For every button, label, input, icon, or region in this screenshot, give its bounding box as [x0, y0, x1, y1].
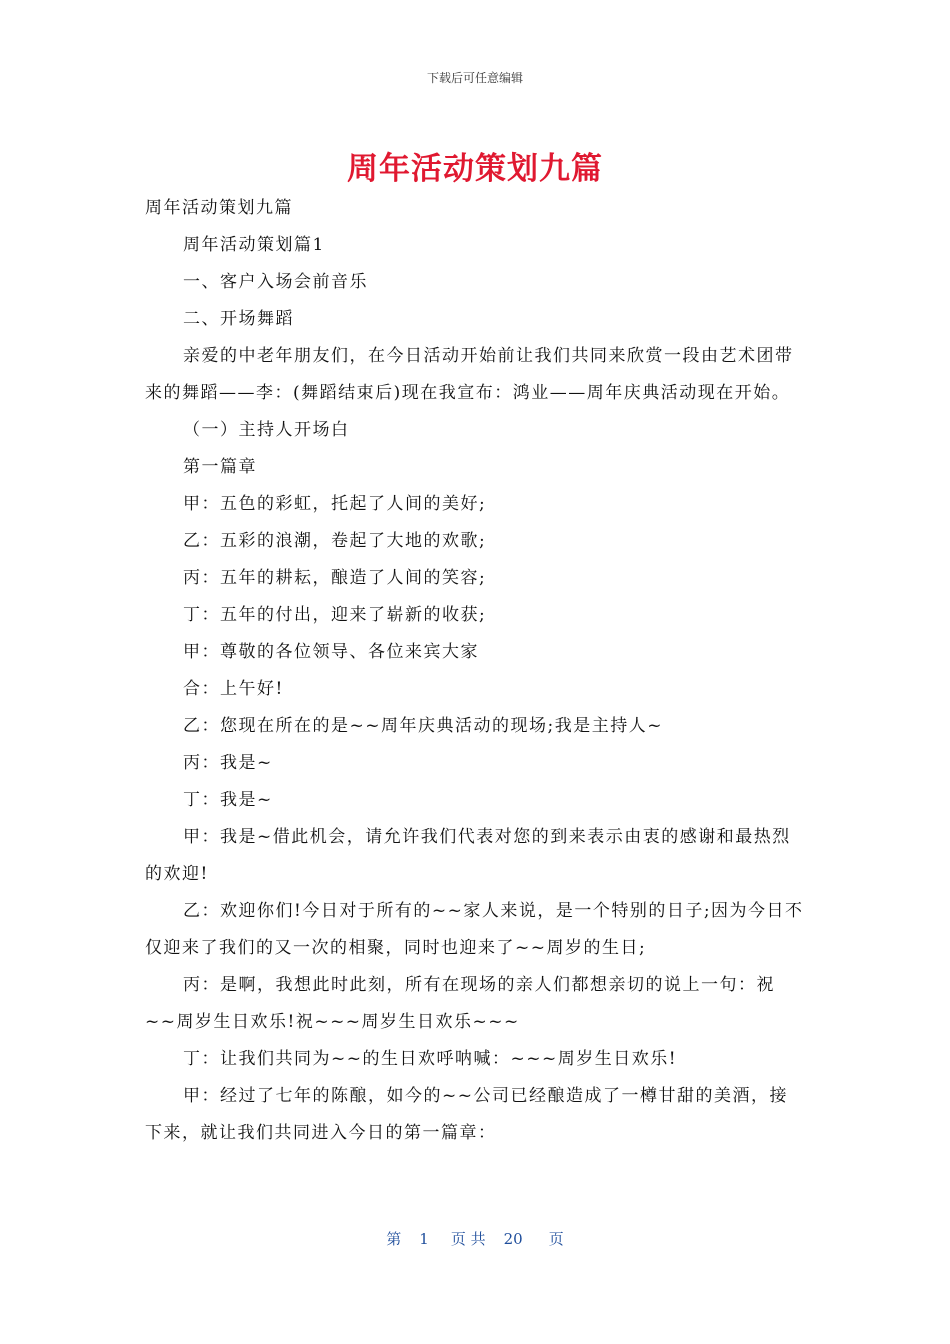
- paragraph: 周年活动策划篇1: [183, 235, 325, 255]
- paragraph: （一）主持人开场白: [183, 420, 350, 440]
- paragraph: 丁：我是~: [183, 790, 273, 810]
- paragraph: 丙：我是~: [183, 753, 273, 773]
- page-suffix: 页: [548, 1230, 564, 1248]
- page-footer: [0, 1228, 950, 1249]
- paragraph: 亲爱的中老年朋友们，在今日活动开始前让我们共同来欣赏一段由艺术团带来的舞蹈——李：(舞蹈结束后)现在我宣布：鸿业——周年庆典活动现在开始。: [145, 346, 794, 403]
- total-label: 页 共: [450, 1230, 486, 1248]
- paragraph: 二、开场舞蹈: [183, 309, 294, 329]
- paragraph: 甲：尊敬的各位领导、各位来宾大家: [183, 642, 479, 662]
- paragraph: 第一篇章: [183, 457, 257, 477]
- total-pages: 20: [503, 1230, 523, 1248]
- paragraph: 合：上午好!: [183, 679, 284, 699]
- paragraph: 丙：是啊，我想此时此刻，所有在现场的亲人们都想亲切的说上一句：祝~~周岁生日欢乐!祝~~~周岁生日欢乐~~~: [145, 975, 775, 1032]
- paragraph: 甲：经过了七年的陈酿，如今的~~公司已经酿造成了一樽甘甜的美酒，接下来，就让我们共同进入今日的第一篇章：: [145, 1086, 788, 1143]
- page-header: 下载后可任意编辑: [426, 71, 523, 85]
- paragraph: 甲：我是~借此机会，请允许我们代表对您的到来表示由衷的感谢和最热烈的欢迎!: [145, 827, 791, 884]
- paragraph: 甲：五色的彩虹，托起了人间的美好;: [183, 494, 487, 514]
- page-number: 1: [419, 1230, 429, 1248]
- paragraph: 丁：五年的付出，迎来了崭新的收获;: [183, 605, 487, 625]
- page-label: 第: [386, 1230, 402, 1248]
- paragraph: 周年活动策划九篇: [145, 198, 293, 218]
- paragraph: 丙：五年的耕耘，酿造了人间的笑容;: [183, 568, 487, 588]
- document-title: 周年活动策划九篇: [347, 151, 603, 187]
- paragraph: 一、客户入场会前音乐: [183, 272, 368, 292]
- paragraph: 乙：欢迎你们!今日对于所有的~~家人来说，是一个特别的日子;因为今日不仅迎来了我们的又一次的相聚，同时也迎来了~~周岁的生日;: [145, 901, 804, 958]
- paragraph: 乙：您现在所在的是~~周年庆典活动的现场;我是主持人~: [183, 716, 663, 736]
- document-body: [145, 190, 805, 1152]
- paragraph: 乙：五彩的浪潮，卷起了大地的欢歌;: [183, 531, 487, 551]
- paragraph: 丁：让我们共同为~~的生日欢呼呐喊：~~~周岁生日欢乐!: [183, 1049, 678, 1069]
